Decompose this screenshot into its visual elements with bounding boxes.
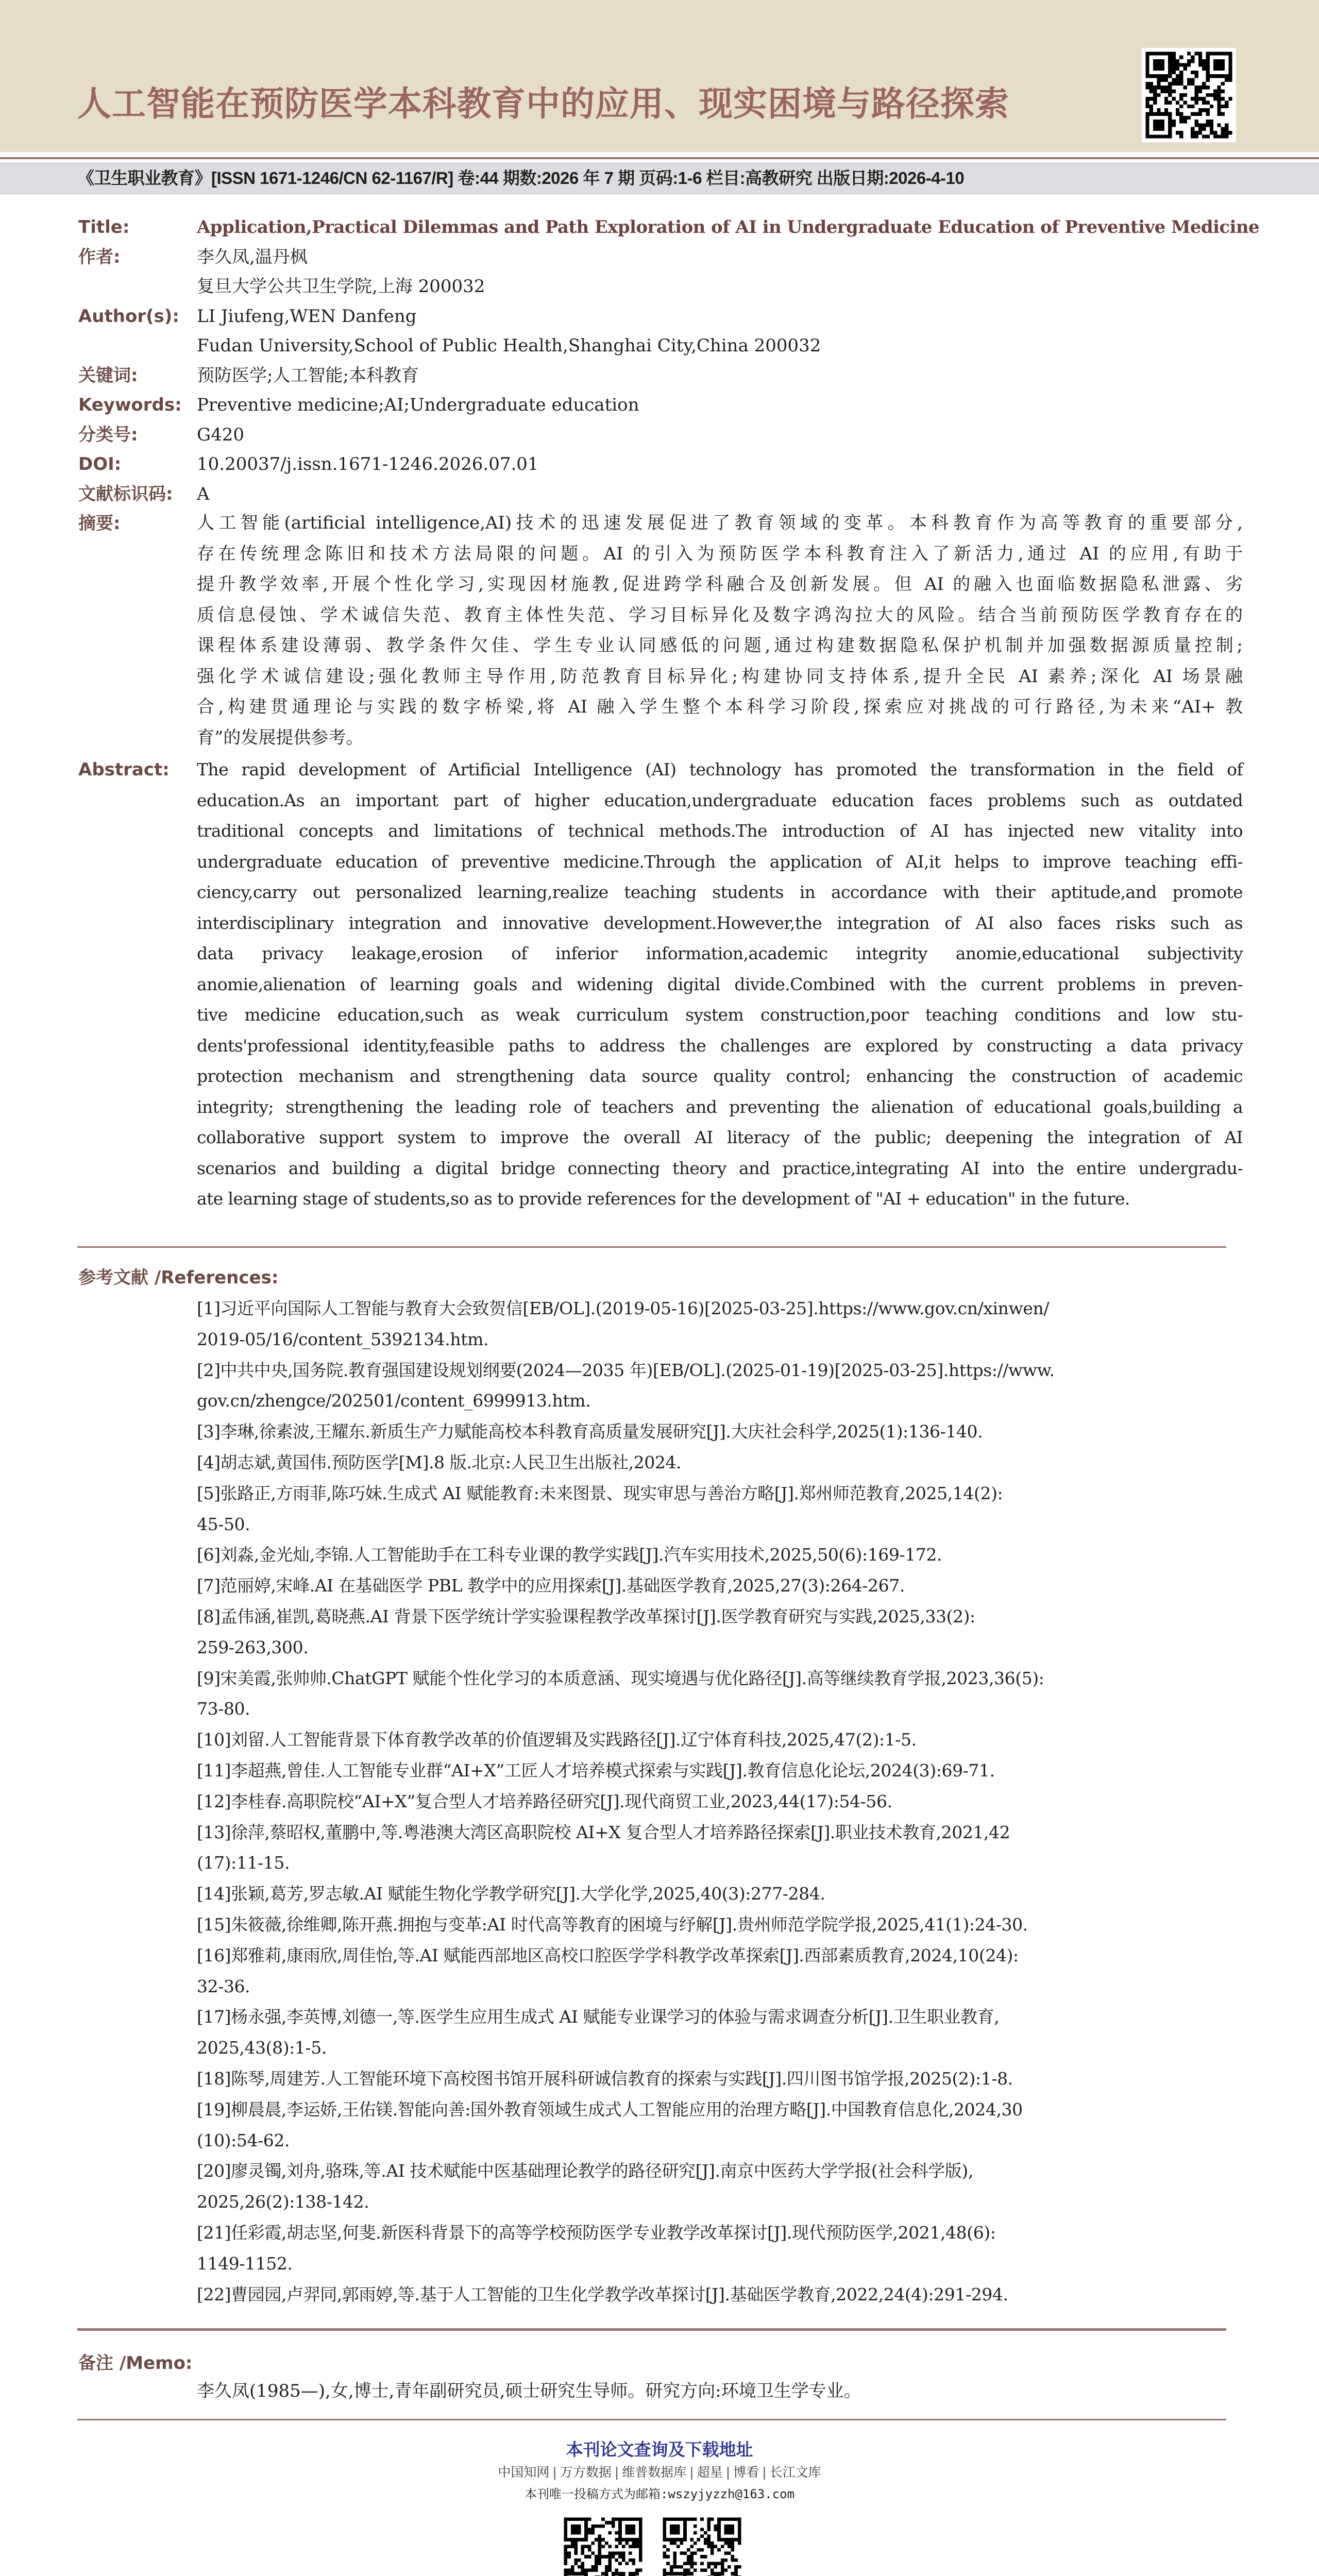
- reference-line: [6]刘淼,金光灿,李锦.人工智能助手在工科专业课的教学实践[J].汽车实用技术,2025,50(6):169-172.: [197, 1545, 942, 1565]
- qr-code-icon[interactable]: [1142, 48, 1236, 142]
- reference-line: [1]习近平向国际人工智能与教育大会致贺信[EB/OL].(2019-05-16)[2025-03-25].https://www.gov.cn/xinwen/: [197, 1298, 1050, 1318]
- text-line: 合,构建贯通理论与实践的数字桥梁,将 AI 融入学生整个本科学习阶段,探索应对挑战的可行路径,为未来“AI+ 教: [197, 697, 1243, 717]
- source-separator: |: [725, 2465, 731, 2480]
- field-keywords-en: [78, 391, 1243, 419]
- journal-name: 《卫生职业教育》: [77, 168, 211, 188]
- text-line: interdisciplinary integration and innovative development.However,the integration of AI also faces risks such as: [197, 912, 1243, 933]
- reference-line: [21]任彩霞,胡志坚,何斐.新医科背景下的高等学校预防医学专业教学改革探讨[J].现代预防医学,2021,48(6):: [197, 2222, 996, 2243]
- reference-line: 32-36.: [197, 1976, 250, 1996]
- source-link[interactable]: 博看: [733, 2465, 759, 2480]
- reference-line: [15]朱筱薇,徐维卿,陈开燕.拥抱与变革:AI 时代高等教育的困境与纾解[J].贵州师范学院学报,2025,41(1):24-30.: [197, 1914, 1028, 1935]
- memo-divider: [77, 2328, 1226, 2331]
- reference-line: [7]范丽婷,宋峰.AI 在基础医学 PBL 教学中的应用探索[J].基础医学教育,2025,27(3):264-267.: [197, 1575, 905, 1596]
- qr-code-icon[interactable]: [660, 2514, 706, 2576]
- text-line: ciency,carry out personalized learning,realize teaching students in accordance with their aptitude,and promote: [197, 882, 1243, 902]
- affiliation-cn: 复旦大学公共卫生学院,上海 200032: [197, 276, 485, 297]
- reference-line: [2]中共中央,国务院.教育强国建设规划纲要(2024—2035 年)[EB/OL].(2025-01-19)[2025-03-25].https://www.: [197, 1360, 1055, 1380]
- text-line: 育”的发展提供参考。: [197, 727, 364, 748]
- memo-bottom-divider: [77, 2419, 1226, 2420]
- reference-line: [8]孟伟涵,崔凯,葛晓燕.AI 背景下医学统计学实验课程教学改革探讨[J].医学教育研究与实践,2025,33(2):: [197, 1606, 975, 1626]
- text-line: education.As an important part of higher education,undergraduate education faces problems such as outdated: [197, 790, 1243, 810]
- field-classification: [78, 420, 1243, 449]
- reference-line: [4]胡志斌,黄国伟.预防医学[M].8 版.北京:人民卫生出版社,2024.: [197, 1452, 682, 1472]
- header-band: [0, 0, 1319, 152]
- references-label: 参考文献 /References:: [78, 1267, 279, 1288]
- text-line: 存在传统理念陈旧和技术方法局限的问题。AI 的引入为预防医学本科教育注入了新活力,通过 AI 的应用,有助于: [197, 543, 1243, 564]
- text-line: dents'professional identity,feasible paths to address the challenges are explored by constructing a data privacy: [197, 1035, 1243, 1056]
- field-label: Title:: [78, 217, 130, 238]
- text-line: traditional concepts and limitations of technical methods.The introduction of AI has injected new vitality into: [197, 821, 1243, 841]
- text-line: 强化学术诚信建设;强化教师主导作用,防范教育目标异化;构建协同支持体系,提升全民 AI 素养;深化 AI 场景融: [197, 666, 1243, 687]
- reference-line: 1149-1152.: [197, 2253, 293, 2274]
- source-link[interactable]: 超星: [697, 2465, 723, 2480]
- field-doi: [78, 450, 1243, 479]
- journal-column: 栏目:高教研究: [706, 168, 813, 188]
- reference-line: 259-263,300.: [197, 1637, 309, 1657]
- field-label: Author(s):: [78, 306, 180, 327]
- field-author-en: [78, 302, 1243, 331]
- reference-line: [20]廖灵镯,刘舟,骆珠,等.AI 技术赋能中医基础理论教学的路径研究[J].南京中医药大学学报(社会科学版),: [197, 2161, 973, 2181]
- reference-line: 2025,43(8):1-5.: [197, 2038, 327, 2058]
- text-line: The rapid development of Artificial Intelligence (AI) technology has promoted the transformation in the field of: [197, 759, 1243, 779]
- reference-line: [12]李桂春.高职院校“AI+X”复合型人才培养路径研究[J].现代商贸工业,2023,44(17):54-56.: [197, 1791, 892, 1811]
- article-title-cn: 人工智能在预防医学本科教育中的应用、现实困境与路径探索: [77, 84, 1009, 124]
- reference-line: (10):54-62.: [197, 2130, 290, 2150]
- reference-list: [197, 1293, 1243, 2310]
- reference-line: [14]张颖,葛芳,罗志敏.AI 赋能生物化学教学研究[J].大学化学,2025,40(3):277-284.: [197, 1884, 825, 1904]
- field-document-code: [78, 480, 1243, 509]
- field-label: 文献标识码:: [78, 484, 173, 504]
- text-line: 人工智能(artificial intelligence,AI)技术的迅速发展促进了教育领域的变革。本科教育作为高等教育的重要部分,: [197, 513, 1243, 533]
- source-separator: |: [614, 2465, 619, 2480]
- qr-website-graphic: [561, 2514, 646, 2576]
- footer-heading: 本刊论文查询及下载地址: [566, 2439, 753, 2460]
- journal-issn: [ISSN 1671-1246/CN 62-1167/R]: [211, 168, 453, 188]
- reference-line: [5]张路正,方雨菲,陈巧妹.生成式 AI 赋能教育:未来图景、现实审思与善治方略[J].郑州师范教育,2025,14(2):: [197, 1483, 1003, 1503]
- text-line: 提升教学效率,开展个性化学习,实现因材施教,促进跨学科融合及创新发展。但 AI 的融入也面临数据隐私泄露、劣: [197, 574, 1243, 595]
- reference-line: 2025,26(2):138-142.: [197, 2192, 369, 2212]
- text-line: anomie,alienation of learning goals and widening digital divide.Combined with the current problems in preven-: [197, 974, 1243, 994]
- field-label: 分类号:: [78, 425, 138, 445]
- text-line: protection mechanism and strengthening data source quality control; enhancing the construction of academic: [197, 1066, 1243, 1086]
- reference-line: 2019-05/16/content_5392134.htm.: [197, 1329, 489, 1349]
- text-line: 课程体系建设薄弱、教学条件欠佳、学生专业认同感低的问题,通过构建数据隐私保护机制并加强数据源质量控制;: [197, 635, 1243, 656]
- classification-number: G420: [197, 425, 245, 445]
- field-author-cn: [78, 243, 1243, 272]
- source-link[interactable]: 万方数据: [560, 2465, 612, 2480]
- article-title-en: Application,Practical Dilemmas and Path Exploration of AI in Undergraduate Education of Preventive Medicine: [197, 217, 1259, 238]
- reference-line: [22]曹园园,卢羿同,郭雨婷,等.基于人工智能的卫生化学教学改革探讨[J].基础医学教育,2022,24(4):291-294.: [197, 2284, 1008, 2304]
- text-line: 质信息侵蚀、学术诚信失范、教育主体性失范、学习目标异化及数字鸿沟拉大的风险。结合当前预防医学教育存在的: [197, 604, 1243, 625]
- text-line: collaborative support system to improve the overall AI literacy of the public; deepening the integration of AI: [197, 1127, 1243, 1147]
- field-keywords-cn: [78, 361, 1243, 390]
- reference-line: gov.cn/zhengce/202501/content_6999913.htm.: [197, 1391, 591, 1411]
- journal-meta: [77, 166, 964, 191]
- reference-line: 45-50.: [197, 1514, 250, 1534]
- field-affiliation-cn: [78, 272, 1243, 301]
- reference-line: 73-80.: [197, 1699, 250, 1719]
- source-link[interactable]: 维普数据库: [622, 2465, 687, 2480]
- field-label: DOI:: [78, 454, 122, 474]
- references-divider: [77, 1246, 1226, 1248]
- publication-date: 出版日期:2026-4-10: [816, 168, 965, 188]
- field-label: 摘要:: [78, 513, 121, 534]
- source-separator: |: [689, 2465, 694, 2480]
- field-label: 关键词:: [78, 365, 138, 386]
- abstract-en: [197, 754, 1243, 1214]
- header-rule: [0, 157, 1319, 159]
- text-line: ate learning stage of students,so as to provide references for the development of "AI + education" in the future.: [197, 1189, 1130, 1209]
- reference-line: (17):11-15.: [197, 1853, 290, 1873]
- keywords-en: Preventive medicine;AI;Undergraduate education: [197, 395, 639, 415]
- field-label: Keywords:: [78, 395, 182, 415]
- text-line: tive medicine education,such as weak curriculum system construction,poor teaching conditions and low stu-: [197, 1005, 1243, 1025]
- qr-wechat-graphic: [660, 2514, 745, 2576]
- memo-text: 李久凤(1985—),女,博士,青年副研究员,硕士研究生导师。研究方向:环境卫生学专业。: [197, 2381, 861, 2401]
- document-code: A: [197, 484, 210, 504]
- affiliation-en: Fudan University,School of Public Health,Shanghai City,China 200032: [197, 335, 821, 356]
- text-line: integrity; strengthening the leading role of teachers and preventing the alienation of educational goals,building a: [197, 1096, 1243, 1117]
- text-line: data privacy leakage,erosion of inferior information,academic integrity anomie,educational subjectivity: [197, 943, 1243, 963]
- journal-volume: 卷:44: [458, 168, 499, 188]
- journal-issue: 期数:2026 年 7 期: [502, 168, 635, 188]
- reference-line: [9]宋美霞,张帅帅.ChatGPT 赋能个性化学习的本质意涵、现实境遇与优化路径[J].高等继续教育学报,2023,36(5):: [197, 1668, 1044, 1688]
- field-label: Abstract:: [78, 759, 170, 780]
- authors-cn: 李久凤,温丹枫: [197, 247, 308, 267]
- reference-line: [13]徐萍,蔡昭权,董鹏中,等.粤港澳大湾区高职院校 AI+X 复合型人才培养路径探索[J].职业技术教育,2021,42: [197, 1822, 1010, 1842]
- text-line: scenarios and building a digital bridge connecting theory and practice,integrating AI into the entire undergradu-: [197, 1158, 1243, 1178]
- qr-code-icon[interactable]: [561, 2514, 607, 2576]
- field-label: 作者:: [78, 247, 121, 267]
- reference-line: [16]郑雅莉,康雨欣,周佳怡,等.AI 赋能西部地区高校口腔医学学科教学改革探索[J].西部素质教育,2024,10(24):: [197, 1945, 1019, 1965]
- field-title: [78, 213, 1259, 242]
- source-separator: |: [552, 2465, 557, 2480]
- authors-en: LI Jiufeng,WEN Danfeng: [197, 306, 417, 327]
- reference-line: [10]刘留.人工智能背景下体育教学改革的价值逻辑及实践路径[J].辽宁体育科技,2025,47(2):1-5.: [197, 1730, 917, 1750]
- doi-link[interactable]: 10.20037/j.issn.1671-1246.2026.07.01: [197, 454, 539, 474]
- source-link[interactable]: 中国知网: [498, 2465, 550, 2480]
- submission-email[interactable]: 本刊唯一投稿方式为邮箱:wszyjyzzh@163.com: [524, 2487, 795, 2501]
- footer-sources: [0, 2463, 1319, 2482]
- abstract-cn: [197, 508, 1243, 753]
- field-affiliation-en: [78, 331, 1243, 360]
- memo-label: 备注 /Memo:: [78, 2353, 193, 2374]
- reference-line: [11]李超燕,曾佳.人工智能专业群“AI+X”工匠人才培养模式探索与实践[J].教育信息化论坛,2024(3):69-71.: [197, 1760, 995, 1781]
- keywords-cn: 预防医学;人工智能;本科教育: [197, 365, 419, 386]
- source-separator: |: [762, 2465, 767, 2480]
- source-link[interactable]: 长江文库: [769, 2465, 821, 2480]
- text-line: undergraduate education of preventive medicine.Through the application of AI,it helps to improve teaching effi-: [197, 851, 1243, 872]
- reference-line: [3]李琳,徐素波,王耀东.新质生产力赋能高校本科教育高质量发展研究[J].大庆社会科学,2025(1):136-140.: [197, 1421, 983, 1442]
- reference-line: [19]柳晨晨,李运娇,王佑镁.智能向善:国外教育领域生成式人工智能应用的治理方略[J].中国教育信息化,2024,30: [197, 2099, 1023, 2120]
- journal-pages: 页码:1-6: [639, 168, 702, 188]
- reference-line: [18]陈琴,周建芳.人工智能环境下高校图书馆开展科研诚信教育的探索与实践[J].四川图书馆学报,2025(2):1-8.: [197, 2068, 1013, 2089]
- reference-line: [17]杨永强,李英博,刘德一,等.医学生应用生成式 AI 赋能专业课学习的体验与需求调查分析[J].卫生职业教育,: [197, 2007, 1000, 2027]
- qr-code-graphic: [1142, 48, 1236, 142]
